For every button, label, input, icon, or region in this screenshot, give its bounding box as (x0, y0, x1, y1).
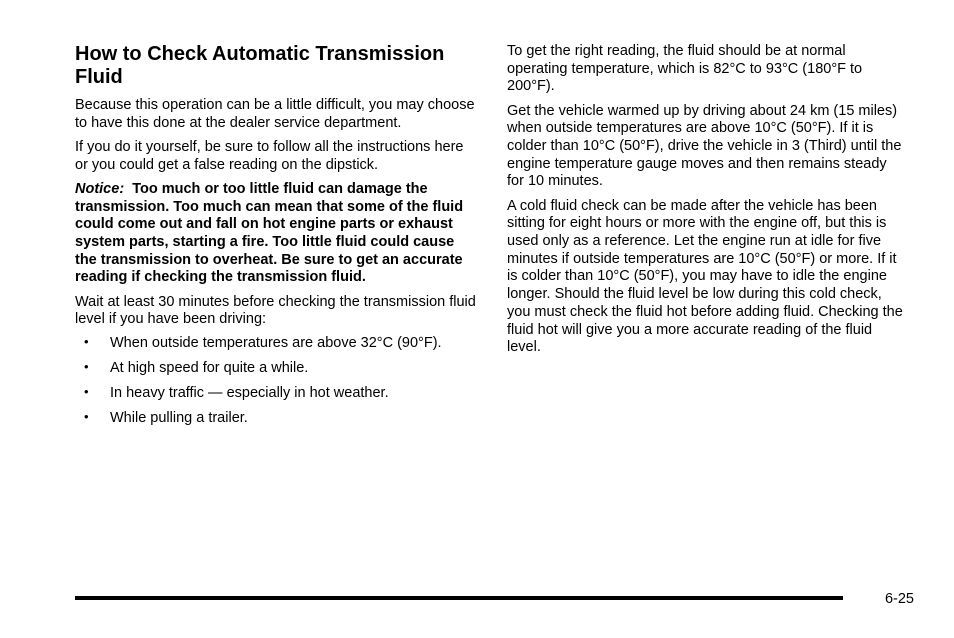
intro-paragraph: Because this operation can be a little difficult, you may choose to have this done at the dealer service department. (75, 97, 475, 131)
instructions-paragraph: If you do it yourself, be sure to follow all the instructions here or you could get a false reading on the dipstick. (75, 138, 464, 173)
left-column (75, 43, 477, 434)
notice-text: Too much or too little fluid can damage the transmission. Too much can mean that some of the fluid could come out and fall on hot engine parts or exhaust system parts, starting a fire. Too little fluid could cause the transmission to overheat. Be sure to get an accurate reading if checking the transmission fluid. (75, 180, 464, 286)
wait-paragraph: Wait at least 30 minutes before checking the transmission fluid level if you have been driving: (75, 293, 476, 328)
cold-check-paragraph: A cold fluid check can be made after the vehicle has been sitting for eight hours or more with the engine off, but this is used only as a reference. Let the engine run at idle for five minutes if outside temperatures are 10°C (50°F) or more. If it is colder than 10°C (50°F), you may have to idle the engine longer. Should the fluid level be low during this cold check, you must check the fluid hot before adding fluid. Checking the fluid hot will give you a more accurate reading of the fluid level. (507, 197, 903, 356)
notice-label: Notice: (75, 180, 125, 197)
list-item-text: At high speed for quite a while. (110, 360, 309, 377)
list-item (75, 385, 477, 403)
warm-up-paragraph: Get the vehicle warmed up by driving about 24 km (15 miles) when outside temperatures are above 10°C (50°F). If it is colder than 10°C (50°F), drive the vehicle in 3 (Third) until the engine temperature gauge moves and then remains steady for 10 minutes. (507, 102, 902, 190)
notice-paragraph (75, 181, 477, 287)
conditions-list (75, 335, 477, 427)
bullet-icon: • (84, 408, 89, 424)
operating-temperature-paragraph: To get the right reading, the fluid should be at normal operating temperature, which is 82°C to 93°C (180°F to 200°F). (507, 43, 863, 95)
bullet-icon: • (84, 383, 89, 399)
list-item (75, 360, 477, 378)
page-number: 6-25 (884, 591, 914, 607)
list-item-text: In heavy traffic — especially in hot weather. (110, 384, 389, 401)
list-item (75, 335, 477, 353)
footer-rule (75, 596, 843, 600)
list-item (75, 410, 477, 428)
bullet-icon: • (84, 334, 89, 350)
bullet-icon: • (84, 359, 89, 375)
list-item-text: While pulling a trailer. (110, 409, 248, 426)
section-heading: How to Check Automatic Transmission Fluid (75, 43, 445, 88)
list-item-text: When outside temperatures are above 32°C (90°F). (110, 335, 442, 352)
right-column (507, 43, 907, 363)
